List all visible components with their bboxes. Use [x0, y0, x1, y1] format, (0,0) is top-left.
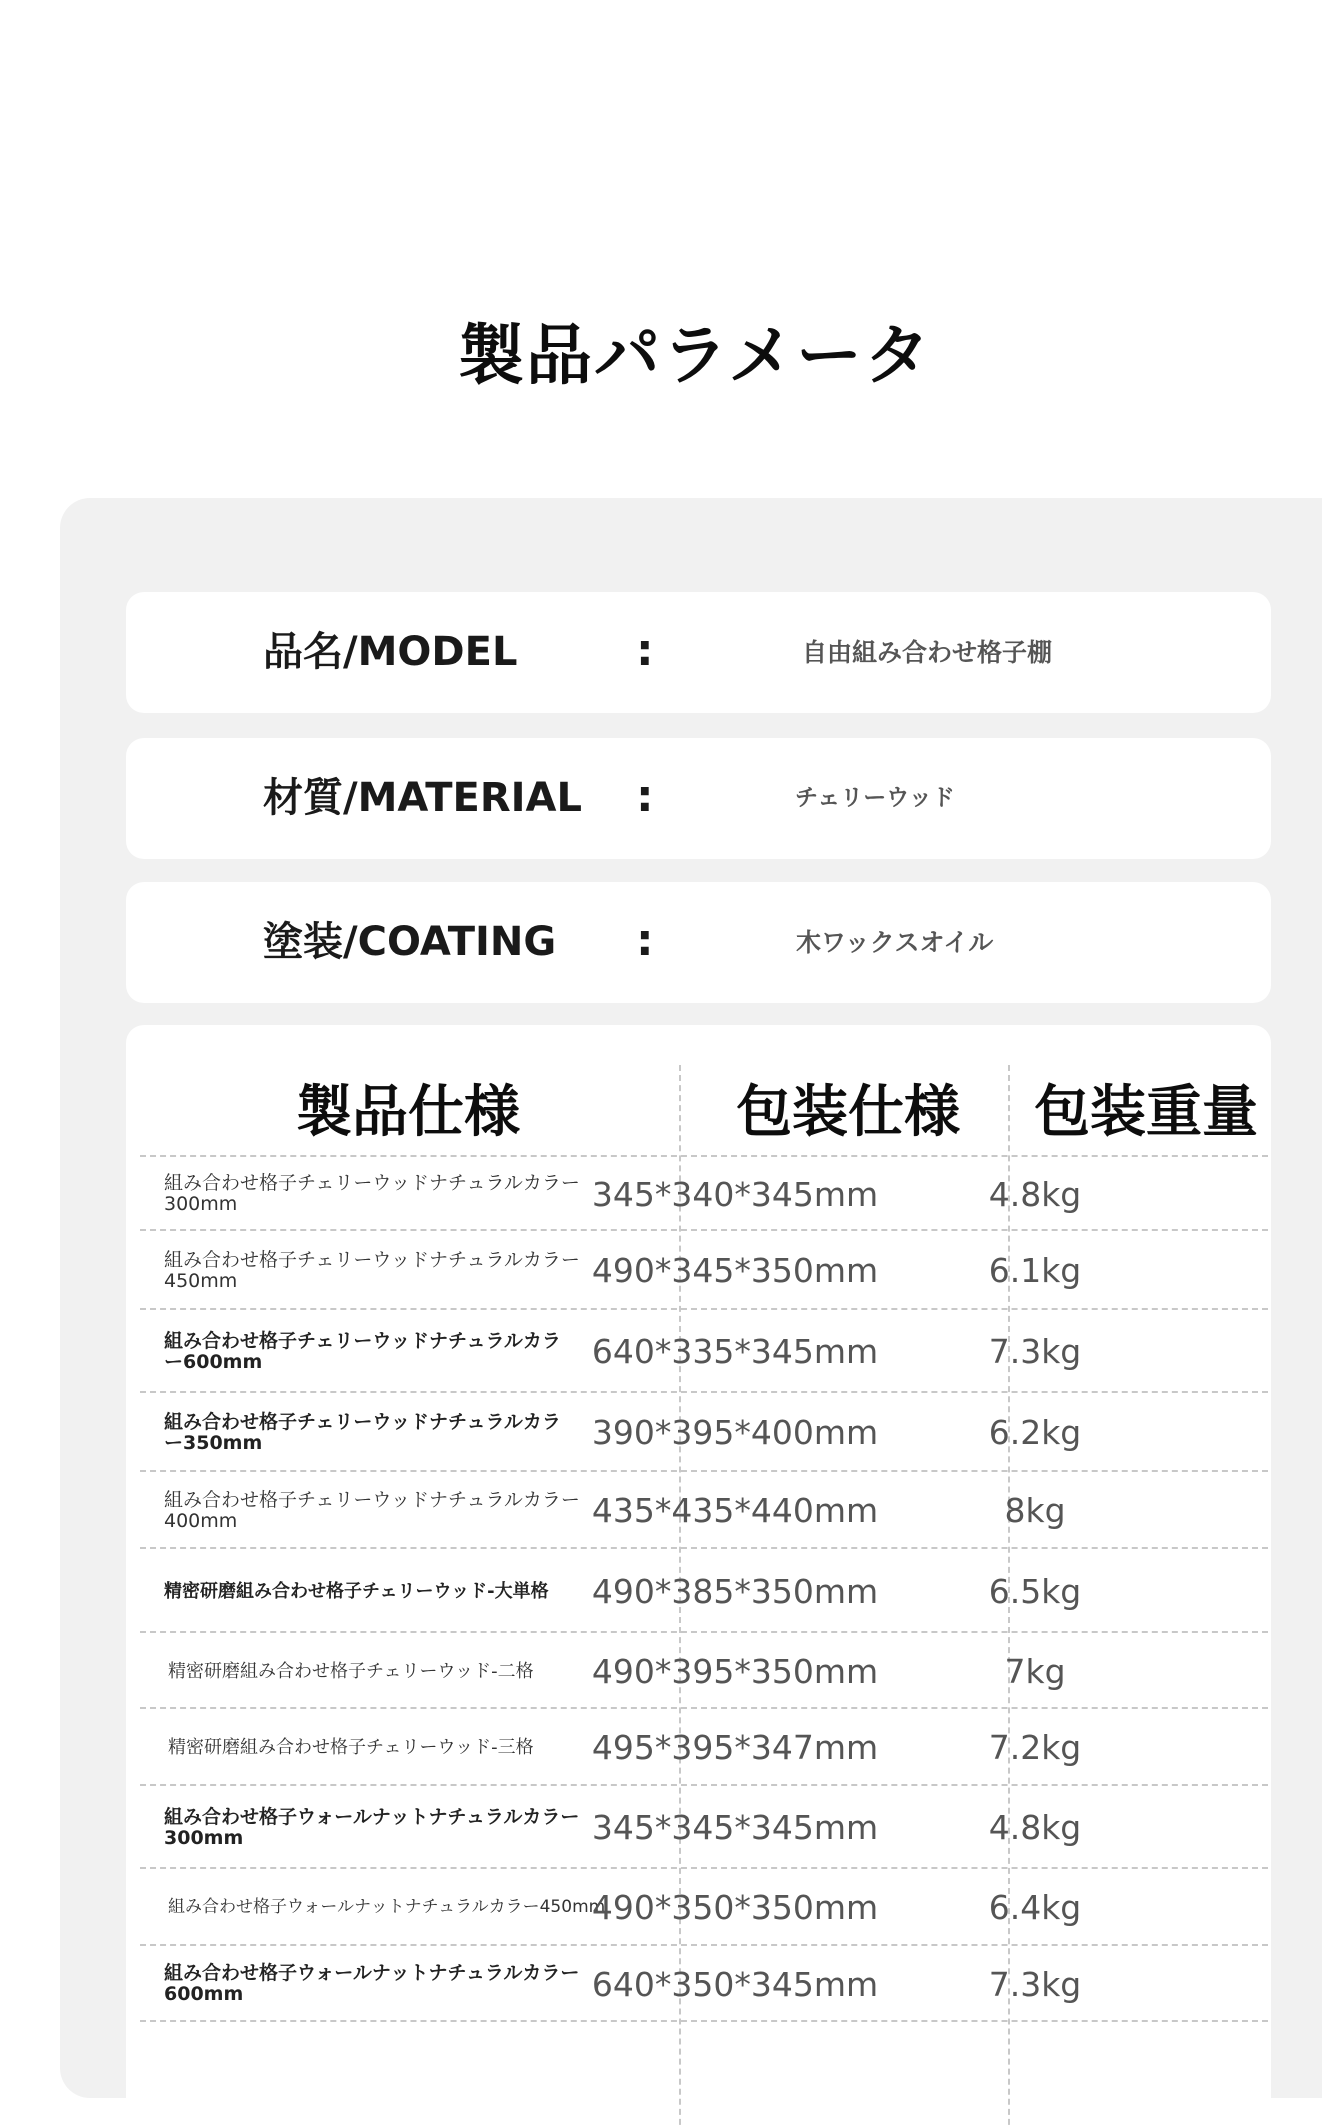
package-spec-cell: 345*340*345mm [591, 1174, 879, 1214]
param-value: チェリーウッド [795, 785, 955, 811]
table-row [140, 1229, 1268, 1310]
package-spec-cell: 345*345*345mm [591, 1808, 879, 1847]
table-row [140, 1944, 1268, 2022]
package-spec-cell: 435*435*440mm [591, 1491, 879, 1530]
package-spec-cell: 490*385*350mm [591, 1571, 879, 1611]
param-label: 品名/MODEL [263, 629, 518, 675]
product-spec-cell: 組み合わせ格子ウォールナットナチュラルカラー300mm [164, 1805, 580, 1849]
param-value: 木ワックスオイル [796, 928, 994, 957]
column-header-product-spec: 製品仕様 [296, 1080, 520, 1145]
package-weight-cell: 7.3kg [988, 1964, 1082, 2004]
product-spec-cell: 組み合わせ格子チェリーウッドナチュラルカラー600mm [164, 1329, 561, 1373]
table-row [140, 1784, 1268, 1869]
table-row [140, 1707, 1268, 1786]
param-colon: : [636, 915, 654, 966]
table-row [140, 1470, 1268, 1549]
product-spec-cell: 精密研磨組み合わせ格子チェリーウッド-二格 [168, 1660, 534, 1682]
package-weight-cell: 8kg [1004, 1491, 1066, 1530]
product-spec-cell: 組み合わせ格子チェリーウッドナチュラルカラー450mm [164, 1248, 580, 1292]
table-row [140, 1308, 1268, 1393]
package-weight-cell: 4.8kg [988, 1808, 1082, 1847]
table-row [140, 1155, 1268, 1231]
table-row-divider [140, 2020, 1268, 2102]
product-spec-cell: 組み合わせ格子ウォールナットナチュラルカラー600mm [164, 1962, 580, 2005]
table-row [140, 1867, 1268, 1946]
param-colon: : [636, 771, 654, 822]
param-label: 材質/MATERIAL [263, 775, 583, 821]
table-row [140, 1631, 1268, 1709]
package-weight-cell: 6.5kg [988, 1571, 1082, 1611]
column-header-package-spec: 包装仕様 [736, 1080, 960, 1145]
package-spec-cell: 390*395*400mm [591, 1413, 879, 1452]
product-spec-cell: 組み合わせ格子ウォールナットナチュラルカラー450mm [168, 1897, 606, 1917]
package-spec-cell: 640*350*345mm [591, 1964, 879, 2004]
package-weight-cell: 6.1kg [988, 1251, 1082, 1290]
package-spec-cell: 490*395*350mm [591, 1651, 879, 1691]
product-spec-cell: 組み合わせ格子チェリーウッドナチュラルカラー400mm [164, 1488, 580, 1532]
page-title: 製品パラメータ [457, 317, 933, 394]
spec-table [126, 1025, 1271, 2125]
package-weight-cell: 7.2kg [988, 1728, 1082, 1767]
package-spec-cell: 640*335*345mm [591, 1332, 879, 1371]
column-header-package-weight: 包装重量 [1034, 1080, 1258, 1145]
param-colon: : [636, 625, 654, 676]
param-row-model [126, 592, 1271, 713]
package-weight-cell: 7kg [1004, 1651, 1066, 1691]
package-spec-cell: 490*350*350mm [591, 1888, 879, 1927]
table-row [140, 1547, 1268, 1633]
package-weight-cell: 4.8kg [988, 1174, 1082, 1214]
package-spec-cell: 490*345*350mm [591, 1251, 879, 1290]
package-weight-cell: 6.4kg [988, 1888, 1082, 1927]
param-row-material [126, 738, 1271, 859]
product-spec-cell: 組み合わせ格子チェリーウッドナチュラルカラー300mm [164, 1172, 580, 1215]
product-spec-cell: 組み合わせ格子チェリーウッドナチュラルカラー350mm [164, 1410, 561, 1454]
package-weight-cell: 7.3kg [988, 1332, 1082, 1371]
table-row [140, 1391, 1268, 1472]
product-spec-cell: 精密研磨組み合わせ格子チェリーウッド-大単格 [164, 1580, 549, 1602]
product-spec-cell: 精密研磨組み合わせ格子チェリーウッド-三格 [168, 1737, 534, 1758]
package-weight-cell: 6.2kg [988, 1413, 1082, 1452]
param-row-coating [126, 882, 1271, 1003]
param-label: 塗装/COATING [263, 919, 557, 965]
param-value: 自由組み合わせ格子棚 [802, 638, 1053, 667]
package-spec-cell: 495*395*347mm [591, 1728, 879, 1767]
